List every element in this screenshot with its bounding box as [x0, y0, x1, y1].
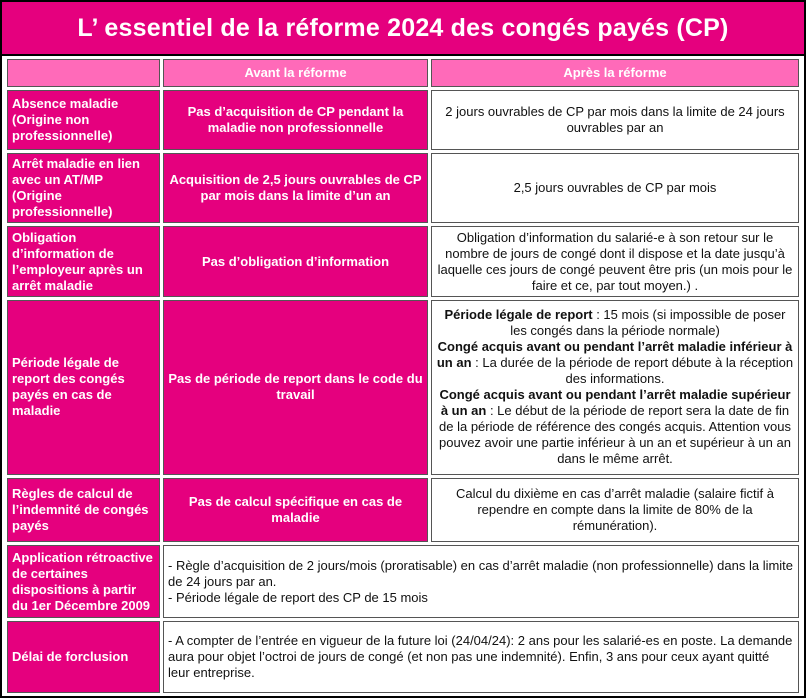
- cell-merged: [163, 545, 799, 617]
- table-row: [7, 226, 799, 296]
- row-label: Obligation d’information de l’employeur après un arrêt maladie: [7, 226, 160, 296]
- report-paragraph-text: : La durée de la période de report débute à la réception des informations.: [471, 355, 794, 387]
- cell-after: Calcul du dixième en cas d’arrêt maladie (salaire fictif à rependre en compte dans la limite de 80% de la rémunération).: [431, 478, 799, 542]
- table-row: [7, 153, 799, 223]
- report-paragraph-heading: Congé acquis avant ou pendant l’arrêt maladie inférieur à un an: [436, 339, 793, 371]
- row-label: Absence maladie (Origine non professionnelle): [7, 90, 160, 150]
- header-empty-cell: [7, 59, 160, 87]
- table-row: [7, 478, 799, 542]
- cell-before: Pas d’acquisition de CP pendant la maladie non professionnelle: [163, 90, 428, 150]
- row-label: Période légale de report des congés payés en cas de maladie: [7, 300, 160, 476]
- report-paragraph-text: : 15 mois (si impossible de poser les congés dans la période normale): [510, 307, 786, 339]
- merged-line: - Période légale de report des CP de 15 mois: [168, 589, 428, 605]
- report-paragraph-heading: Période légale de report: [444, 307, 593, 323]
- report-paragraph: [436, 387, 794, 467]
- cell-before: Pas de calcul spécifique en cas de maladie: [163, 478, 428, 542]
- cell-after: Obligation d’information du salarié-e à son retour sur le nombre de jours de congé dont il dispose et la date jusqu’à laquelle ces jours de congé peuvent être pris (un mois pour le faire et ce, par tout moyen.) .: [431, 226, 799, 296]
- table-header-row: [7, 59, 799, 87]
- merged-line: - A compter de l’entrée en vigueur de la future loi (24/04/24): 2 ans pour les salarié-es en poste. La demande aura pour objet l’octroi de jours de congé (et non pas une indemnité). Enfin, 3 ans pour ceux ayant quitté leur entreprise.: [168, 632, 793, 680]
- column-header-before: Avant la réforme: [163, 59, 428, 87]
- row-label: Règles de calcul de l’indemnité de congés payés: [7, 478, 160, 542]
- comparison-table: [4, 56, 802, 696]
- column-header-after: Après la réforme: [431, 59, 799, 87]
- cell-before: Acquisition de 2,5 jours ouvrables de CP par mois dans la limite d’un an: [163, 153, 428, 223]
- cell-after: 2 jours ouvrables de CP par mois dans la limite de 24 jours ouvrables par an: [431, 90, 799, 150]
- table-row: [7, 545, 799, 617]
- report-paragraph: [436, 307, 794, 339]
- cell-after: 2,5 jours ouvrables de CP par mois: [431, 153, 799, 223]
- merged-line: - Règle d’acquisition de 2 jours/mois (proratisable) en cas d’arrêt maladie (non professionnelle) dans la limite de 24 jours par an.: [168, 557, 794, 589]
- row-label: Arrêt maladie en lien avec un AT/MP (Origine professionnelle): [7, 153, 160, 223]
- report-paragraph: [436, 339, 794, 387]
- page-title: L’ essentiel de la réforme 2024 des congés payés (CP): [2, 2, 804, 56]
- table-row: [7, 90, 799, 150]
- table-row: [7, 300, 799, 476]
- cell-before: Pas de période de report dans le code du travail: [163, 300, 428, 476]
- cell-merged: [163, 621, 799, 693]
- row-label: Délai de forclusion: [7, 621, 160, 693]
- cell-before: Pas d’obligation d’information: [163, 226, 428, 296]
- table-row: [7, 621, 799, 693]
- report-paragraph-text: : Le début de la période de report sera la date de fin de la période de référence des congés acquis. Attention vous pouvez avoir une partie inférieur à un an et supérieur à un an dans le même arrêt.: [439, 403, 791, 467]
- report-paragraph-heading: Congé acquis avant ou pendant l’arrêt maladie supérieur à un an: [439, 387, 791, 419]
- row-label: Application rétroactive de certaines dispositions à partir du 1er Décembre 2009: [7, 545, 160, 617]
- cell-after: [431, 300, 799, 476]
